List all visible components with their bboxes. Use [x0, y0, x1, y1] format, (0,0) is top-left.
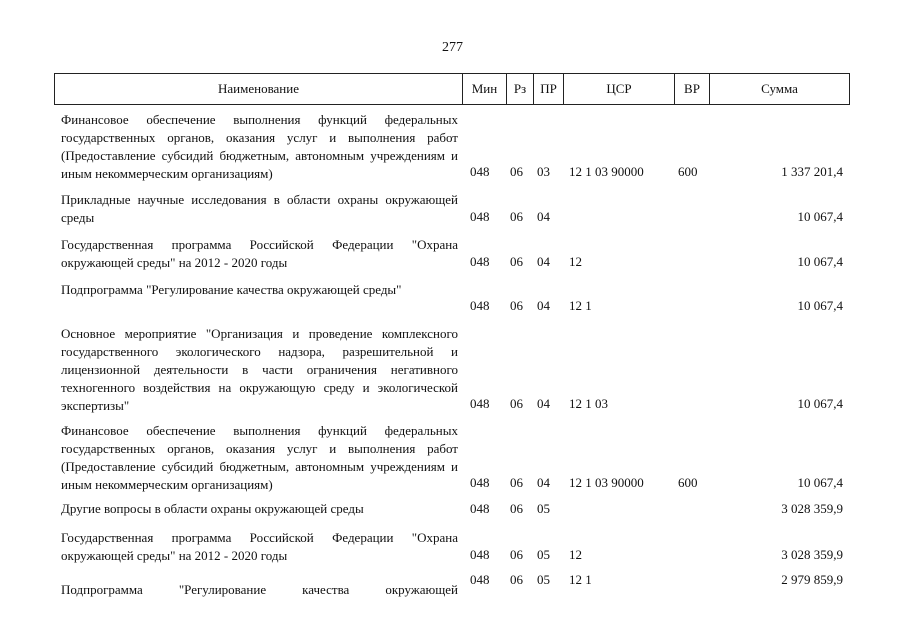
row-min: 048	[470, 254, 490, 269]
row-rz: 06	[510, 254, 523, 269]
row-csr: 12 1	[569, 298, 592, 313]
column-header-rz: Рз	[507, 74, 534, 105]
row-min: 048	[470, 572, 490, 587]
row-sum: 10 067,4	[797, 254, 843, 269]
row-rz: 06	[510, 475, 523, 490]
row-min: 048	[470, 475, 490, 490]
column-header-min: Мин	[463, 74, 507, 105]
row-vr: 600	[678, 475, 698, 490]
row-csr: 12 1	[569, 572, 592, 587]
row-sum: 10 067,4	[797, 396, 843, 411]
row-pr: 05	[537, 501, 550, 516]
row-rz: 06	[510, 572, 523, 587]
row-pr: 04	[537, 209, 550, 224]
row-name: Подпрограмма "Регулирование качества окружающей	[61, 582, 458, 597]
row-rz: 06	[510, 298, 523, 313]
row-rz: 06	[510, 209, 523, 224]
row-sum: 10 067,4	[797, 298, 843, 313]
row-sum: 3 028 359,9	[781, 501, 843, 516]
row-sum: 1 337 201,4	[781, 164, 843, 179]
row-pr: 03	[537, 164, 550, 179]
row-min: 048	[470, 209, 490, 224]
row-min: 048	[470, 298, 490, 313]
row-name: Подпрограмма "Регулирование качества окружающей среды"	[61, 282, 402, 297]
row-rz: 06	[510, 501, 523, 516]
row-min: 048	[470, 547, 490, 562]
row-vr: 600	[678, 164, 698, 179]
page-number: 277	[442, 40, 463, 55]
row-name: Основное мероприятие "Организация и проведение комплексного государственного экологического надзора, разрешительной и лицензионной деятельности в части ограничения негативного техногенного воздействия на окружающую среду и экологической экспертизы"	[61, 326, 458, 413]
row-name: Другие вопросы в области охраны окружающей среды	[61, 501, 364, 516]
row-min: 048	[470, 396, 490, 411]
row-rz: 06	[510, 547, 523, 562]
row-name: Финансовое обеспечение выполнения функций федеральных государственных органов, оказания услуг и выполнения работ (Предоставление субсидий бюджетным, автономным учреждениям и иным некоммерческим организациям)	[61, 423, 458, 492]
row-csr: 12 1 03	[569, 396, 608, 411]
column-header-pr: ПР	[534, 74, 564, 105]
row-pr: 05	[537, 572, 550, 587]
row-pr: 04	[537, 298, 550, 313]
row-rz: 06	[510, 396, 523, 411]
table-header	[54, 73, 850, 105]
column-header-name: Наименование	[55, 74, 463, 105]
row-name: Финансовое обеспечение выполнения функций федеральных государственных органов, оказания услуг и выполнения работ (Предоставление субсидий бюджетным, автономным учреждениям и иным некоммерческим организациям)	[61, 112, 458, 181]
row-sum: 3 028 359,9	[781, 547, 843, 562]
column-header-vr: ВР	[675, 74, 710, 105]
row-pr: 05	[537, 547, 550, 562]
row-name: Государственная программа Российской Федерации "Охрана окружающей среды" на 2012 - 2020 годы	[61, 237, 458, 270]
row-sum: 10 067,4	[797, 475, 843, 490]
row-csr: 12 1 03 90000	[569, 475, 644, 490]
row-sum: 2 979 859,9	[781, 572, 843, 587]
row-pr: 04	[537, 396, 550, 411]
row-csr: 12 1 03 90000	[569, 164, 644, 179]
row-pr: 04	[537, 254, 550, 269]
row-name: Государственная программа Российской Федерации "Охрана окружающей среды" на 2012 - 2020 годы	[61, 530, 458, 563]
row-name: Прикладные научные исследования в области охраны окружающей среды	[61, 192, 458, 225]
row-csr: 12	[569, 254, 582, 269]
row-sum: 10 067,4	[797, 209, 843, 224]
row-min: 048	[470, 501, 490, 516]
column-header-csr: ЦСР	[564, 74, 675, 105]
row-csr: 12	[569, 547, 582, 562]
row-rz: 06	[510, 164, 523, 179]
row-pr: 04	[537, 475, 550, 490]
row-min: 048	[470, 164, 490, 179]
column-header-sum: Сумма	[710, 74, 850, 105]
